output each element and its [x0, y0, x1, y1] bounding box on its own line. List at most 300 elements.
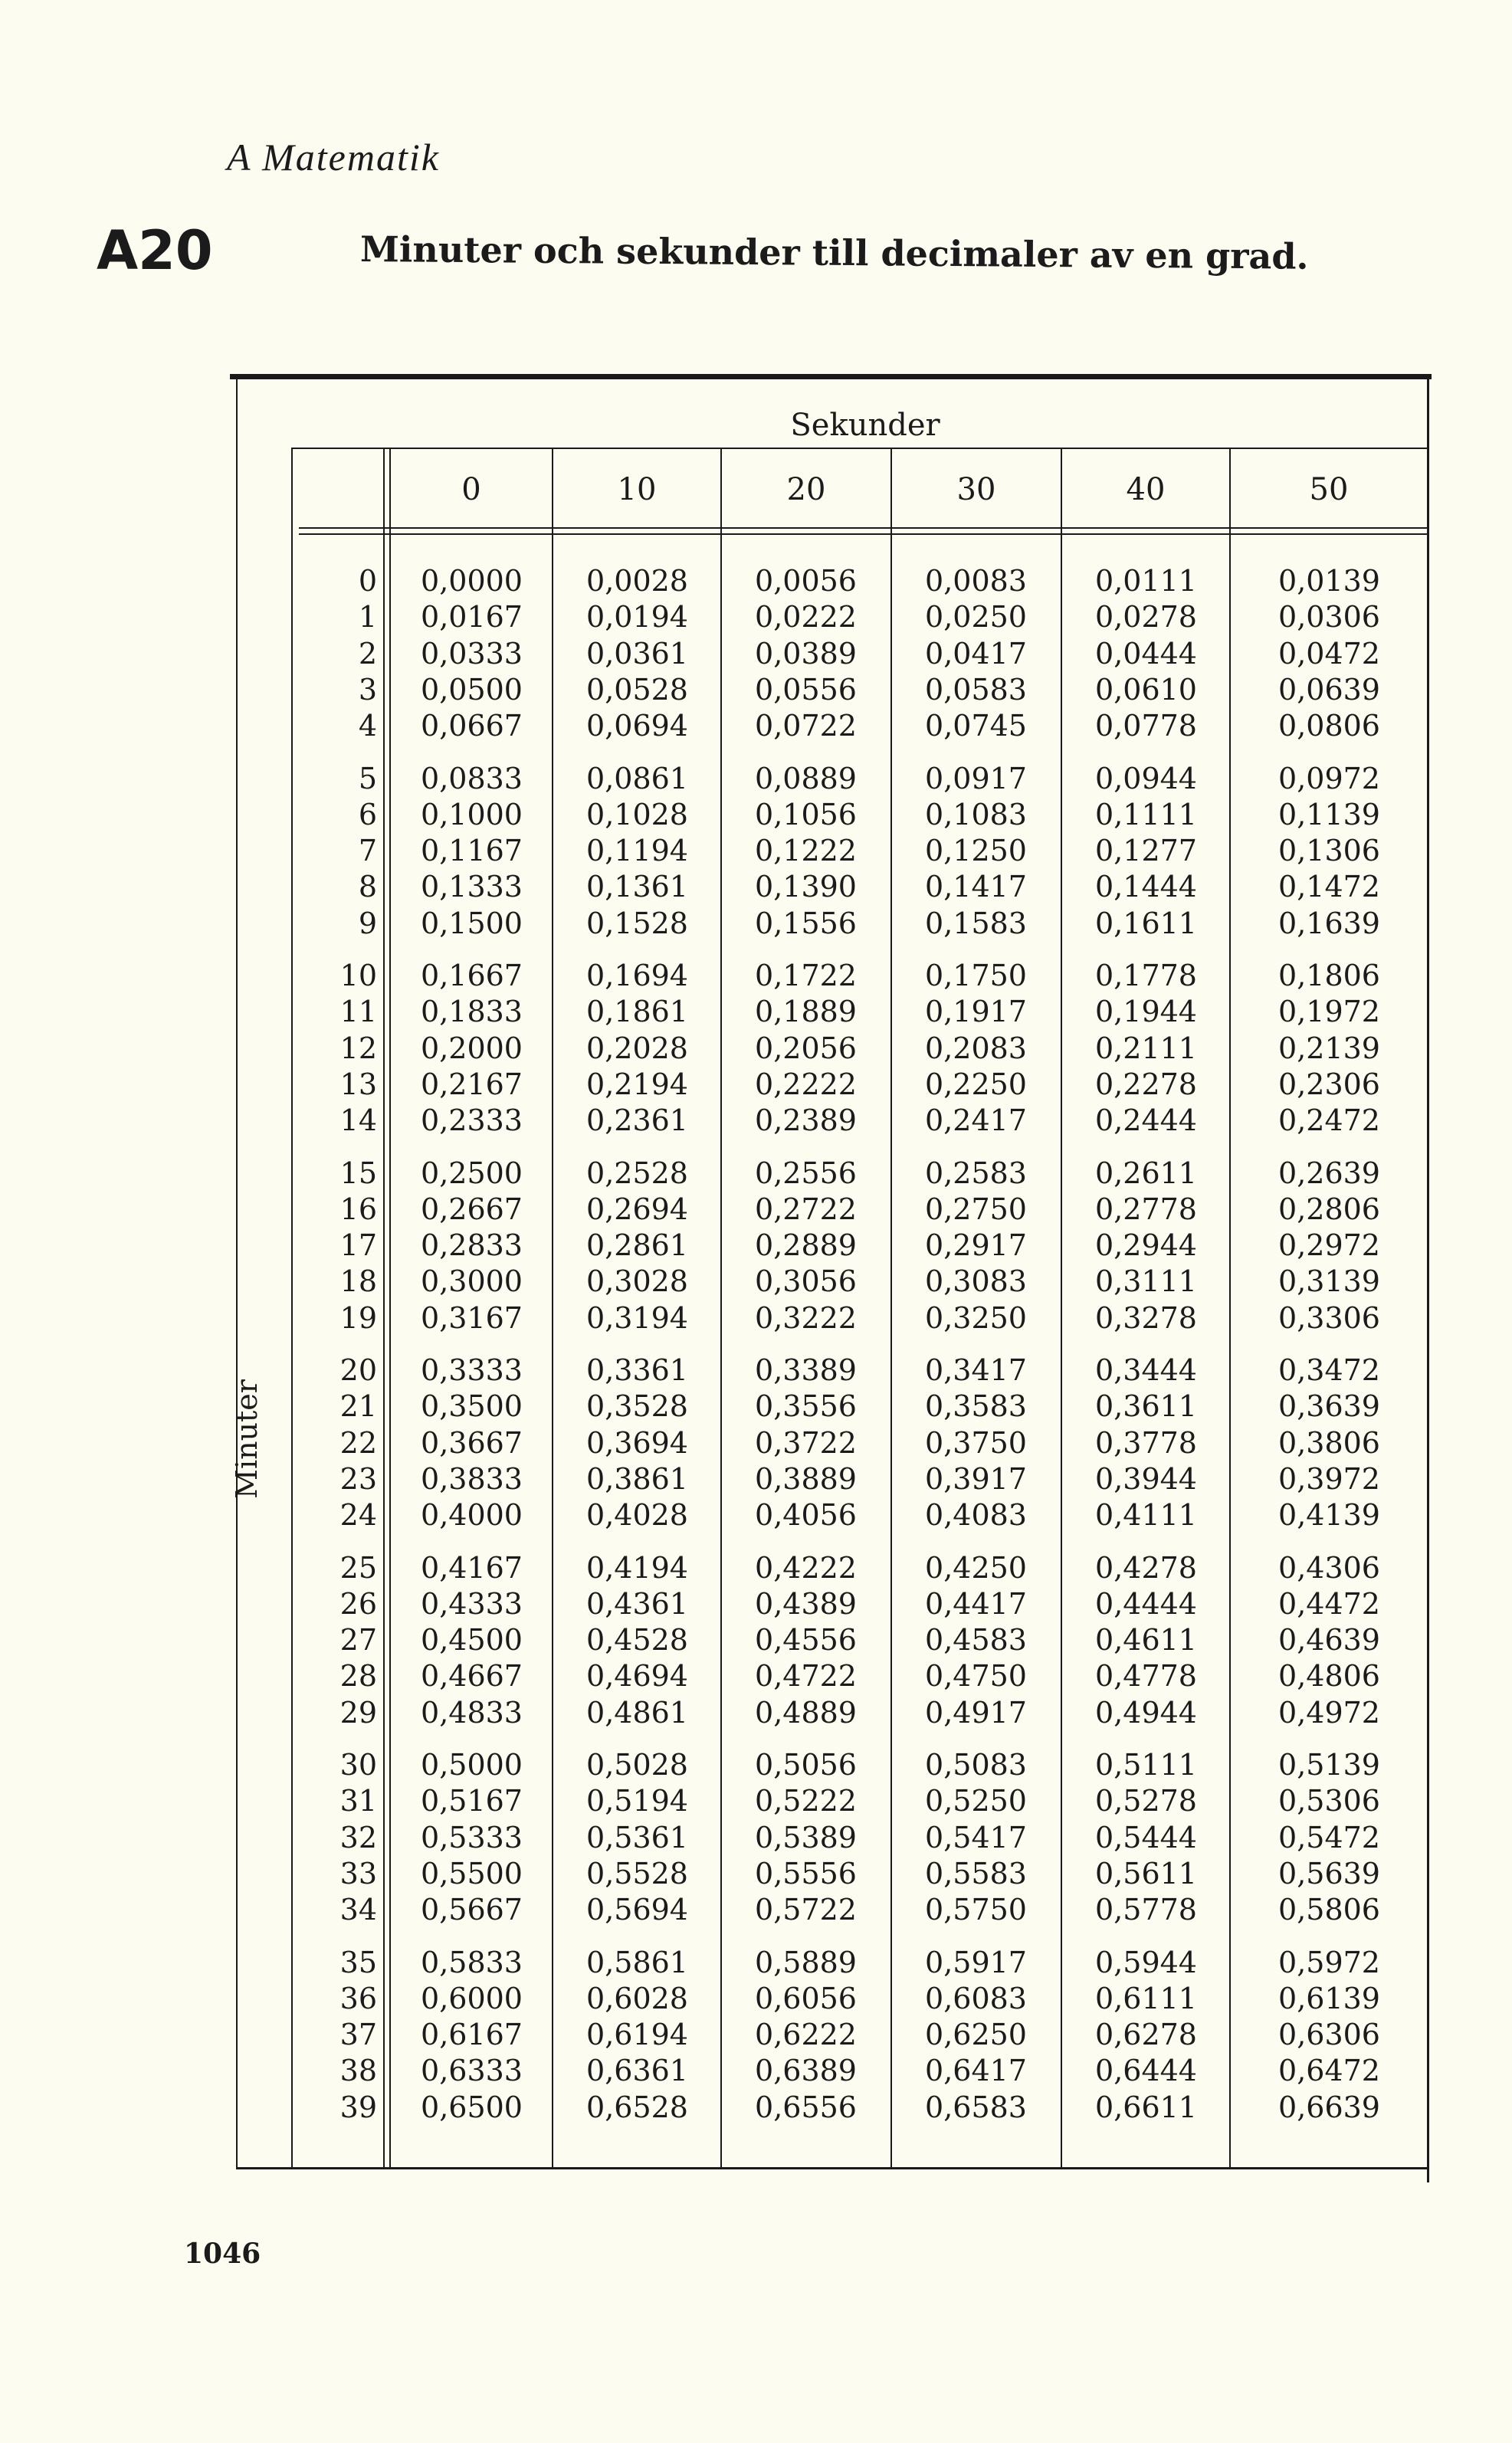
value-cell: 0,4972: [1278, 1695, 1380, 1730]
table-row: [192, 1821, 1432, 1858]
value-cell: 0,4444: [1095, 1586, 1197, 1621]
minute-cell: 32: [339, 1820, 377, 1854]
value-cell: 0,0028: [586, 564, 688, 598]
value-cell: 0,2500: [421, 1156, 523, 1190]
value-cell: 0,0745: [925, 709, 1027, 743]
minute-cell: 0: [358, 564, 377, 598]
value-cell: 0,2139: [1278, 1031, 1380, 1065]
value-cell: 0,3972: [1278, 1461, 1380, 1496]
table-row: [192, 907, 1432, 943]
value-cell: 0,6417: [925, 2054, 1027, 2088]
value-cell: 0,4472: [1278, 1586, 1380, 1621]
value-cell: 0,6111: [1095, 1981, 1197, 2015]
value-cell: 0,6306: [1278, 2018, 1380, 2052]
value-cell: 0,5750: [925, 1893, 1027, 1927]
value-cell: 0,0444: [1095, 636, 1197, 671]
value-cell: 0,6556: [755, 2090, 857, 2124]
value-cell: 0,3111: [1095, 1264, 1197, 1299]
minute-cell: 22: [339, 1425, 377, 1460]
value-cell: 0,4000: [421, 1498, 523, 1533]
value-cell: 0,2111: [1095, 1031, 1197, 1065]
value-cell: 0,1250: [925, 834, 1027, 868]
value-cell: 0,2944: [1095, 1228, 1197, 1263]
value-cell: 0,4361: [586, 1586, 688, 1621]
sekunder-underline: [291, 448, 1429, 449]
value-cell: 0,0056: [755, 564, 857, 598]
value-cell: 0,3917: [925, 1461, 1027, 1496]
value-cell: 0,2083: [925, 1031, 1027, 1065]
table-row: [192, 1784, 1432, 1821]
value-cell: 0,0000: [421, 564, 523, 598]
value-cell: 0,1833: [421, 995, 523, 1029]
value-cell: 0,5639: [1278, 1856, 1380, 1890]
value-cell: 0,1806: [1278, 959, 1380, 992]
value-cell: 0,4583: [925, 1623, 1027, 1658]
value-cell: 0,6333: [421, 2054, 523, 2088]
value-cell: 0,6083: [925, 1981, 1027, 2015]
minute-cell: 15: [339, 1156, 377, 1190]
table-row: [192, 1462, 1432, 1499]
value-cell: 0,5889: [755, 1945, 857, 1979]
table-row: [192, 798, 1432, 835]
value-cell: 0,2806: [1278, 1192, 1380, 1226]
value-cell: 0,5306: [1278, 1784, 1380, 1818]
value-cell: 0,1194: [586, 834, 688, 868]
section-code: A20: [97, 219, 213, 282]
value-cell: 0,3806: [1278, 1425, 1380, 1460]
table-row: [192, 1946, 1432, 1982]
value-cell: 0,5056: [755, 1748, 857, 1782]
value-cell: 0,2889: [755, 1228, 857, 1263]
value-cell: 0,4806: [1278, 1659, 1380, 1694]
value-cell: 0,1750: [925, 959, 1027, 992]
value-cell: 0,5361: [586, 1820, 688, 1854]
value-cell: 0,1639: [1278, 906, 1380, 940]
value-cell: 0,6000: [421, 1981, 523, 2015]
value-cell: 0,2278: [1095, 1067, 1197, 1101]
column-header: 20: [786, 472, 826, 507]
value-cell: 0,4028: [586, 1498, 688, 1533]
minute-cell: 34: [339, 1893, 377, 1927]
minute-cell: 6: [358, 797, 377, 831]
table-row: [192, 1389, 1432, 1426]
column-header: 10: [617, 472, 657, 507]
value-cell: 0,6028: [586, 1981, 688, 2015]
value-cell: 0,2639: [1278, 1156, 1380, 1190]
value-cell: 0,3556: [755, 1389, 857, 1424]
value-cell: 0,0194: [586, 600, 688, 635]
value-cell: 0,1694: [586, 959, 688, 992]
value-cell: 0,1222: [755, 834, 857, 868]
value-cell: 0,2000: [421, 1031, 523, 1065]
value-cell: 0,5694: [586, 1893, 688, 1927]
value-cell: 0,0528: [586, 672, 688, 707]
value-cell: 0,4667: [421, 1659, 523, 1694]
value-cell: 0,0778: [1095, 709, 1197, 743]
value-cell: 0,4917: [925, 1695, 1027, 1730]
minute-cell: 18: [339, 1264, 377, 1299]
value-cell: 0,3250: [925, 1300, 1027, 1335]
value-cell: 0,3889: [755, 1461, 857, 1496]
column-header: 0: [461, 472, 481, 507]
table-row: [192, 2090, 1432, 2127]
value-cell: 0,0583: [925, 672, 1027, 707]
table-row: [192, 1353, 1432, 1390]
value-cell: 0,5917: [925, 1945, 1027, 1979]
value-cell: 0,3444: [1095, 1353, 1197, 1387]
value-cell: 0,0472: [1278, 636, 1380, 671]
value-cell: 0,5500: [421, 1856, 523, 1890]
minute-cell: 27: [339, 1623, 377, 1658]
table-row: [192, 709, 1432, 746]
value-cell: 0,3472: [1278, 1353, 1380, 1387]
value-cell: 0,1722: [755, 959, 857, 992]
value-cell: 0,3056: [755, 1264, 857, 1299]
value-cell: 0,6361: [586, 2054, 688, 2088]
value-cell: 0,5722: [755, 1893, 857, 1927]
page-number: 1046: [184, 2238, 261, 2270]
value-cell: 0,3528: [586, 1389, 688, 1424]
value-cell: 0,5333: [421, 1820, 523, 1854]
value-cell: 0,3583: [925, 1389, 1027, 1424]
value-cell: 0,1417: [925, 870, 1027, 904]
value-cell: 0,0306: [1278, 600, 1380, 635]
value-cell: 0,1390: [755, 870, 857, 904]
value-cell: 0,4500: [421, 1623, 523, 1658]
column-header: 40: [1126, 472, 1166, 507]
minute-cell: 35: [339, 1945, 377, 1979]
value-cell: 0,1611: [1095, 906, 1197, 940]
value-cell: 0,5806: [1278, 1893, 1380, 1927]
value-cell: 0,3944: [1095, 1461, 1197, 1496]
table-row: [192, 995, 1432, 1031]
value-cell: 0,0889: [755, 761, 857, 795]
value-cell: 0,3611: [1095, 1389, 1197, 1424]
value-cell: 0,2306: [1278, 1067, 1380, 1101]
value-cell: 0,2194: [586, 1067, 688, 1101]
value-cell: 0,2528: [586, 1156, 688, 1190]
table-row: [192, 1103, 1432, 1140]
minute-cell: 38: [339, 2054, 377, 2088]
value-cell: 0,3306: [1278, 1300, 1380, 1335]
value-cell: 0,0861: [586, 761, 688, 795]
table-row: [192, 1857, 1432, 1894]
value-cell: 0,6611: [1095, 2090, 1197, 2124]
table-row: [192, 1301, 1432, 1338]
value-cell: 0,5583: [925, 1856, 1027, 1890]
value-cell: 0,1917: [925, 995, 1027, 1029]
table-row: [192, 762, 1432, 798]
value-cell: 0,3361: [586, 1353, 688, 1387]
value-cell: 0,0139: [1278, 564, 1380, 598]
column-header: 30: [956, 472, 996, 507]
running-head: A Matematik: [227, 136, 440, 179]
value-cell: 0,5250: [925, 1784, 1027, 1818]
value-cell: 0,0833: [421, 761, 523, 795]
value-cell: 0,4306: [1278, 1550, 1380, 1585]
value-cell: 0,1333: [421, 870, 523, 904]
value-cell: 0,6472: [1278, 2054, 1380, 2088]
value-cell: 0,0083: [925, 564, 1027, 598]
value-cell: 0,2417: [925, 1103, 1027, 1138]
value-cell: 0,4556: [755, 1623, 857, 1658]
column-header: 50: [1309, 472, 1349, 507]
value-cell: 0,0389: [755, 636, 857, 671]
value-cell: 0,5278: [1095, 1784, 1197, 1818]
value-cell: 0,2250: [925, 1067, 1027, 1101]
value-cell: 0,5972: [1278, 1945, 1380, 1979]
value-cell: 0,2778: [1095, 1192, 1197, 1226]
minute-cell: 19: [339, 1300, 377, 1335]
value-cell: 0,2028: [586, 1031, 688, 1065]
minute-cell: 14: [339, 1103, 377, 1138]
value-cell: 0,4389: [755, 1586, 857, 1621]
value-cell: 0,4278: [1095, 1550, 1197, 1585]
value-cell: 0,6639: [1278, 2090, 1380, 2124]
value-cell: 0,6500: [421, 2090, 523, 2124]
value-cell: 0,3417: [925, 1353, 1027, 1387]
value-cell: 0,5611: [1095, 1856, 1197, 1890]
value-cell: 0,2056: [755, 1031, 857, 1065]
value-cell: 0,1778: [1095, 959, 1197, 992]
value-cell: 0,5667: [421, 1893, 523, 1927]
value-cell: 0,2167: [421, 1067, 523, 1101]
value-cell: 0,2833: [421, 1228, 523, 1263]
value-cell: 0,3722: [755, 1425, 857, 1460]
value-cell: 0,1083: [925, 797, 1027, 831]
value-cell: 0,2611: [1095, 1156, 1197, 1190]
value-cell: 0,0722: [755, 709, 857, 743]
value-cell: 0,5556: [755, 1856, 857, 1890]
table-row: [192, 1696, 1432, 1733]
value-cell: 0,5417: [925, 1820, 1027, 1854]
value-cell: 0,5083: [925, 1748, 1027, 1782]
table-row: [192, 1426, 1432, 1463]
value-cell: 0,4889: [755, 1695, 857, 1730]
value-cell: 0,2583: [925, 1156, 1027, 1190]
value-cell: 0,2333: [421, 1103, 523, 1138]
value-cell: 0,4639: [1278, 1623, 1380, 1658]
value-cell: 0,0610: [1095, 672, 1197, 707]
value-cell: 0,3194: [586, 1300, 688, 1335]
value-cell: 0,3028: [586, 1264, 688, 1299]
table-row: [192, 1893, 1432, 1930]
value-cell: 0,5167: [421, 1784, 523, 1818]
value-cell: 0,2222: [755, 1067, 857, 1101]
value-cell: 0,6583: [925, 2090, 1027, 2124]
value-cell: 0,5222: [755, 1784, 857, 1818]
value-cell: 0,4111: [1095, 1498, 1197, 1533]
value-cell: 0,3167: [421, 1300, 523, 1335]
value-cell: 0,1861: [586, 995, 688, 1029]
value-cell: 0,0167: [421, 600, 523, 635]
value-cell: 0,6056: [755, 1981, 857, 2015]
value-cell: 0,1167: [421, 834, 523, 868]
value-cell: 0,2667: [421, 1192, 523, 1226]
value-cell: 0,0806: [1278, 709, 1380, 743]
table-row: [192, 1264, 1432, 1301]
minute-cell: 30: [339, 1748, 377, 1782]
value-cell: 0,4083: [925, 1498, 1027, 1533]
value-cell: 0,5028: [586, 1748, 688, 1782]
value-cell: 0,3389: [755, 1353, 857, 1387]
minute-cell: 12: [339, 1031, 377, 1065]
value-cell: 0,4861: [586, 1695, 688, 1730]
table-row: [192, 1623, 1432, 1660]
value-cell: 0,1583: [925, 906, 1027, 940]
value-cell: 0,3083: [925, 1264, 1027, 1299]
value-cell: 0,5472: [1278, 1820, 1380, 1854]
value-cell: 0,3667: [421, 1425, 523, 1460]
value-cell: 0,1361: [586, 870, 688, 904]
header-rule-1: [299, 527, 1429, 529]
value-cell: 0,1667: [421, 959, 523, 992]
value-cell: 0,4333: [421, 1586, 523, 1621]
table-row: [192, 1031, 1432, 1068]
value-cell: 0,6444: [1095, 2054, 1197, 2088]
header-rule-2: [299, 533, 1429, 535]
value-cell: 0,1000: [421, 797, 523, 831]
table-row: [192, 1659, 1432, 1696]
value-cell: 0,6250: [925, 2018, 1027, 2052]
value-cell: 0,1472: [1278, 870, 1380, 904]
value-cell: 0,2750: [925, 1192, 1027, 1226]
minute-cell: 36: [339, 1981, 377, 2015]
value-cell: 0,4611: [1095, 1623, 1197, 1658]
minute-cell: 20: [339, 1353, 377, 1387]
row-axis-label-text: Minuter: [230, 1379, 264, 1499]
table-row: [192, 1192, 1432, 1229]
value-cell: 0,0361: [586, 636, 688, 671]
value-cell: 0,0917: [925, 761, 1027, 795]
value-cell: 0,4778: [1095, 1659, 1197, 1694]
minute-cell: 28: [339, 1659, 377, 1694]
table-row: [192, 959, 1432, 995]
value-cell: 0,6139: [1278, 1981, 1380, 2015]
value-cell: 0,3639: [1278, 1389, 1380, 1424]
value-cell: 0,4056: [755, 1498, 857, 1533]
value-cell: 0,3694: [586, 1425, 688, 1460]
value-cell: 0,3778: [1095, 1425, 1197, 1460]
minute-cell: 5: [358, 761, 377, 795]
value-cell: 0,6222: [755, 2018, 857, 2052]
table-row: [192, 1498, 1432, 1535]
value-cell: 0,1277: [1095, 834, 1197, 868]
minute-cell: 4: [358, 709, 377, 743]
minute-cell: 31: [339, 1784, 377, 1818]
value-cell: 0,4194: [586, 1550, 688, 1585]
value-cell: 0,5194: [586, 1784, 688, 1818]
value-cell: 0,4722: [755, 1659, 857, 1694]
value-cell: 0,1306: [1278, 834, 1380, 868]
table-top-rule: [230, 374, 1432, 379]
minute-cell: 33: [339, 1856, 377, 1890]
value-cell: 0,5861: [586, 1945, 688, 1979]
value-cell: 0,4167: [421, 1550, 523, 1585]
conversion-table: [192, 374, 1432, 2182]
value-cell: 0,2722: [755, 1192, 857, 1226]
value-cell: 0,5528: [586, 1856, 688, 1890]
minute-cell: 13: [339, 1067, 377, 1101]
value-cell: 0,0278: [1095, 600, 1197, 635]
value-cell: 0,5111: [1095, 1748, 1197, 1782]
value-cell: 0,6167: [421, 2018, 523, 2052]
value-cell: 0,0667: [421, 709, 523, 743]
value-cell: 0,1028: [586, 797, 688, 831]
minute-cell: 23: [339, 1461, 377, 1496]
value-cell: 0,5833: [421, 1945, 523, 1979]
table-row: [192, 637, 1432, 674]
value-cell: 0,3139: [1278, 1264, 1380, 1299]
value-cell: 0,0333: [421, 636, 523, 671]
value-cell: 0,5778: [1095, 1893, 1197, 1927]
value-cell: 0,2861: [586, 1228, 688, 1263]
value-cell: 0,4139: [1278, 1498, 1380, 1533]
value-cell: 0,2556: [755, 1156, 857, 1190]
table-row: [192, 1067, 1432, 1104]
value-cell: 0,1444: [1095, 870, 1197, 904]
value-cell: 0,1056: [755, 797, 857, 831]
value-cell: 0,0972: [1278, 761, 1380, 795]
value-cell: 0,1500: [421, 906, 523, 940]
value-cell: 0,2389: [755, 1103, 857, 1138]
minute-cell: 26: [339, 1586, 377, 1621]
value-cell: 0,3000: [421, 1264, 523, 1299]
table-row: [192, 1982, 1432, 2018]
value-cell: 0,0222: [755, 600, 857, 635]
table-row: [192, 673, 1432, 710]
value-cell: 0,5944: [1095, 1945, 1197, 1979]
value-cell: 0,3500: [421, 1389, 523, 1424]
minute-cell: 17: [339, 1228, 377, 1263]
value-cell: 0,4222: [755, 1550, 857, 1585]
value-cell: 0,1139: [1278, 797, 1380, 831]
table-row: [192, 1228, 1432, 1265]
value-cell: 0,5139: [1278, 1748, 1380, 1782]
value-cell: 0,4250: [925, 1550, 1027, 1585]
value-cell: 0,3333: [421, 1353, 523, 1387]
minute-cell: 1: [358, 600, 377, 635]
column-group-label: Sekunder: [790, 408, 940, 443]
table-bottom-rule: [236, 2167, 1429, 2169]
page-title: Minuter och sekunder till decimaler av en grad.: [359, 228, 1309, 277]
value-cell: 0,1528: [586, 906, 688, 940]
minute-cell: 2: [358, 636, 377, 671]
value-cell: 0,2361: [586, 1103, 688, 1138]
value-cell: 0,0694: [586, 709, 688, 743]
value-cell: 0,3222: [755, 1300, 857, 1335]
value-cell: 0,6278: [1095, 2018, 1197, 2052]
value-cell: 0,1944: [1095, 995, 1197, 1029]
minute-cell: 39: [339, 2090, 377, 2124]
value-cell: 0,2972: [1278, 1228, 1380, 1263]
value-cell: 0,0639: [1278, 672, 1380, 707]
value-cell: 0,2694: [586, 1192, 688, 1226]
value-cell: 0,2917: [925, 1228, 1027, 1263]
table-row: [192, 600, 1432, 637]
value-cell: 0,0250: [925, 600, 1027, 635]
value-cell: 0,5000: [421, 1748, 523, 1782]
value-cell: 0,1556: [755, 906, 857, 940]
value-cell: 0,0944: [1095, 761, 1197, 795]
table-row: [192, 1587, 1432, 1624]
value-cell: 0,6389: [755, 2054, 857, 2088]
value-cell: 0,5389: [755, 1820, 857, 1854]
minute-cell: 11: [339, 995, 377, 1029]
table-row: [192, 1748, 1432, 1785]
minute-cell: 8: [358, 870, 377, 904]
minute-cell: 3: [358, 672, 377, 707]
